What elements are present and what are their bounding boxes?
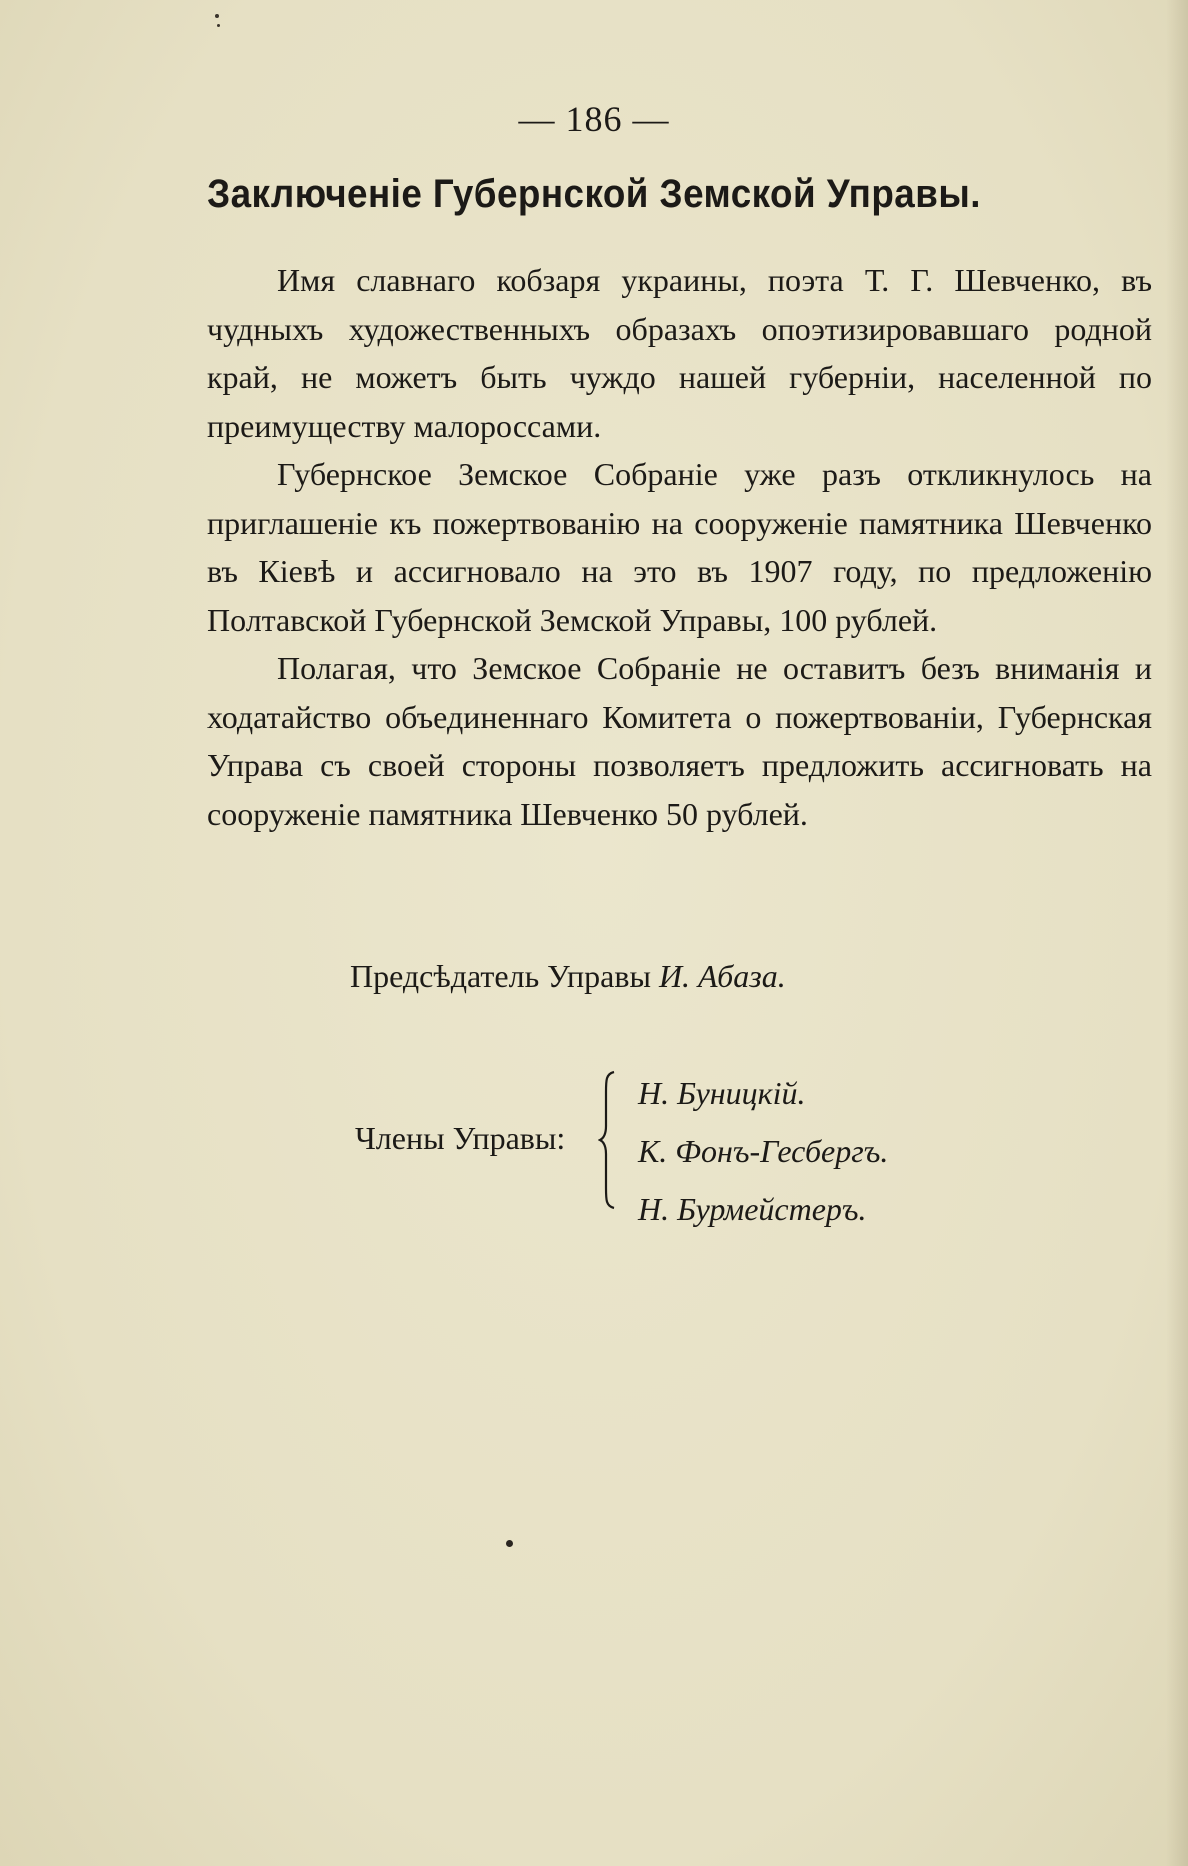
chairman-title: Предсѣдатель Управы	[350, 958, 651, 994]
paragraph-2: Губернское Земское Собранiе уже разъ откликнулось на приглашенiе къ пожертвованiю на сооруженiе памятника Шевченко въ Кiевѣ и ассигновало на это въ 1907 году, по предложенiю Полтавской Губернской Земской Управы, 100 рублей.	[207, 456, 1152, 638]
page-edge-shadow	[1166, 0, 1188, 1866]
ink-dot	[506, 1540, 513, 1547]
page-number: — 186 —	[518, 99, 670, 139]
member-name: Н. Бурмейстеръ.	[638, 1191, 867, 1227]
curly-brace-icon	[598, 1070, 618, 1210]
paragraph-3: Полагая, что Земское Собранiе не оставитъ безъ вниманiя и ходатайство объединеннаго Комитета о пожертвованiи, Губернская Управа съ своей стороны позволяетъ предложить ассигновать на сооруженiе памятника Шевченко 50 рублей.	[207, 650, 1152, 832]
members-list	[638, 1064, 888, 1238]
body-text	[207, 256, 1152, 838]
member-name: К. Фонъ-Гесбергъ.	[638, 1133, 889, 1169]
paragraph-1: Имя славнаго кобзаря украины, поэта Т. Г. Шевченко, въ чудныхъ художественныхъ образахъ опоэтизировавшаго родной край, не можетъ быть чуждо нашей губернiи, населенной по преимуществу малороссами.	[207, 262, 1152, 444]
chairman-line	[350, 958, 786, 995]
members-label: Члены Управы:	[355, 1120, 566, 1156]
ink-speck	[215, 14, 219, 18]
chairman-signature: И. Абаза.	[658, 958, 786, 994]
member-name: Н. Буницкiй.	[638, 1075, 806, 1111]
ink-speck	[217, 24, 220, 27]
document-heading: Заключенiе Губернской Земской Управы.	[207, 172, 981, 216]
